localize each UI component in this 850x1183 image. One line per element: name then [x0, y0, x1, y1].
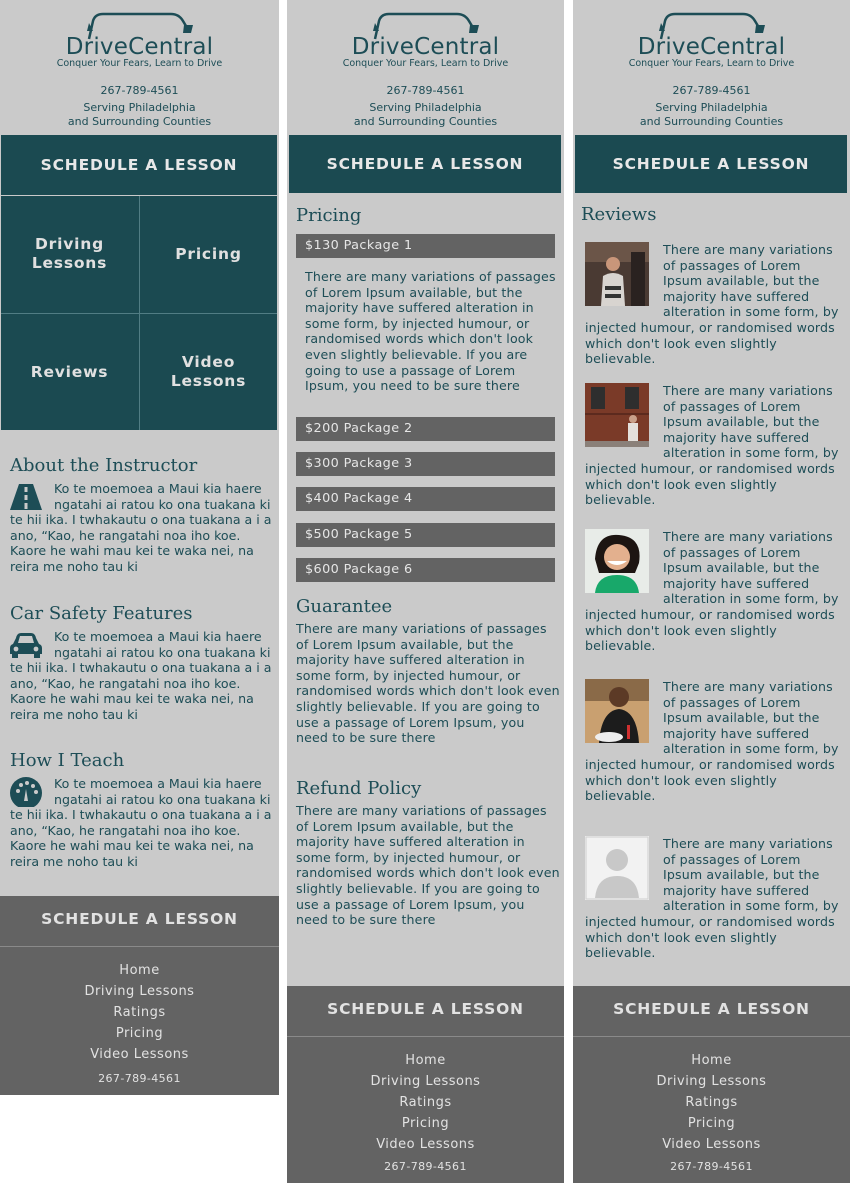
logo[interactable] [573, 8, 850, 78]
reviewer-photo-1 [585, 242, 649, 306]
review-item [585, 383, 843, 508]
pricing-title: Pricing [296, 205, 362, 226]
tile-label: Reviews [30, 362, 109, 381]
footer-link-driving-lessons[interactable]: Driving Lessons [370, 1074, 481, 1089]
service-area-line1: Serving Philadelphia [83, 101, 196, 114]
footer-link-home[interactable]: Home [691, 1053, 732, 1068]
reviewer-photo-4 [585, 679, 649, 743]
section-body-how-i-teach [10, 776, 272, 870]
footer-phone[interactable]: 267-789-4561 [670, 1160, 753, 1173]
logo[interactable] [287, 8, 564, 78]
footer-link-ratings[interactable]: Ratings [399, 1095, 452, 1110]
section-body-about [10, 481, 272, 575]
default-avatar-icon [585, 836, 649, 900]
footer-link-video-lessons[interactable]: Video Lessons [376, 1137, 475, 1152]
reviewer-photo [585, 529, 649, 593]
footer-link-home[interactable]: Home [405, 1053, 446, 1068]
service-area-line1: Serving Philadelphia [655, 101, 768, 114]
footer-schedule-lesson-button[interactable]: SCHEDULE A LESSON [41, 910, 238, 928]
footer-link-pricing[interactable]: Pricing [115, 1026, 164, 1041]
brand-name: DriveCentral [351, 34, 500, 60]
reviewer-photo-3 [585, 529, 649, 593]
footer-divider [0, 946, 279, 947]
review-item [585, 679, 843, 804]
package-1-description: There are many variations of passages of Lorem Ipsum available, but the majority have suffered alteration in some form, by injected humour, or randomised words which don't look even slightly believable. If you are going to use a passage of Lorem Ipsum, you need to be sure there [305, 269, 556, 394]
phone-number[interactable]: 267-789-4561 [386, 84, 465, 97]
contact-info [573, 84, 850, 129]
guarantee-title: Guarantee [296, 596, 393, 617]
review-text: There are many variations of passages of Lorem Ipsum available, but the majority have suffered alteration in some form, by injected humour, or randomised words which don't look even slightly believable. [585, 529, 839, 654]
package-6-button[interactable]: $600 Package 6 [296, 558, 555, 582]
reviewer-photo-2 [585, 383, 649, 447]
review-text: There are many variations of passages of Lorem Ipsum available, but the majority have suffered alteration in some form, by injected humour, or randomised words which don't look even slightly believable. [585, 242, 839, 367]
tile-label: Video [181, 353, 236, 371]
brand-name: DriveCentral [637, 34, 786, 60]
footer-phone[interactable]: 267-789-4561 [98, 1072, 181, 1085]
section-text: Ko te moemoea a Maui kia haere ngatahi ai ratou ko ona tuakana ki te hii ika. I twhakautu o ona tuakana a i a ano, “Kao, he rangatahi noa iho koe. Kaore he wahi mau kei te waka nei, na reira me noho tau ki [10, 776, 272, 869]
section-text: Ko te moemoea a Maui kia haere ngatahi ai ratou ko ona tuakana ki te hii ika. I twhakautu o ona tuakana a i a ano, “Kao, he rangatahi noa iho koe. Kaore he wahi mau kei te waka nei, na reira me noho tau ki [10, 481, 272, 574]
footer-nav [287, 1050, 564, 1155]
contact-info [287, 84, 564, 129]
reviewer-photo [585, 242, 649, 306]
footer-link-home[interactable]: Home [119, 963, 160, 978]
review-item [585, 529, 843, 654]
footer-phone[interactable]: 267-789-4561 [384, 1160, 467, 1173]
review-text: There are many variations of passages of Lorem Ipsum available, but the majority have suffered alteration in some form, by injected humour, or randomised words which don't look even slightly believable. [585, 383, 839, 508]
refund-policy-title: Refund Policy [296, 778, 422, 799]
package-5-button[interactable]: $500 Package 5 [296, 523, 555, 547]
tile-label: Lessons [170, 372, 247, 390]
brand-tagline: Conquer Your Fears, Learn to Drive [342, 58, 509, 69]
pricing-screen [287, 0, 564, 1183]
package-3-button[interactable]: $300 Package 3 [296, 452, 555, 476]
tile-driving-lessons[interactable] [1, 196, 138, 312]
home-screen [0, 0, 279, 1095]
tile-reviews[interactable] [1, 314, 138, 430]
footer-nav [0, 960, 279, 1065]
service-area-line2: and Surrounding Counties [353, 115, 498, 128]
phone-number[interactable]: 267-789-4561 [100, 84, 179, 97]
service-area-line1: Serving Philadelphia [369, 101, 482, 114]
review-item [585, 242, 843, 367]
tile-label: Lessons [31, 254, 108, 272]
tile-label: Pricing [175, 244, 242, 263]
package-4-button[interactable]: $400 Package 4 [296, 487, 555, 511]
footer-schedule-lesson-button[interactable]: SCHEDULE A LESSON [327, 1000, 524, 1018]
tile-video-lessons[interactable] [140, 314, 277, 430]
footer-link-driving-lessons[interactable]: Driving Lessons [84, 984, 195, 999]
section-body-car-safety [10, 629, 272, 723]
footer-divider [573, 1036, 850, 1037]
reviews-title: Reviews [581, 204, 657, 225]
footer [287, 986, 564, 1183]
tile-pricing[interactable] [140, 196, 277, 312]
section-title-about: About the Instructor [10, 455, 198, 476]
tile-label: Driving [35, 235, 104, 253]
phone-number[interactable]: 267-789-4561 [672, 84, 751, 97]
reviewer-photo [585, 383, 649, 447]
brand-tagline: Conquer Your Fears, Learn to Drive [56, 58, 223, 69]
home-tile-grid [1, 196, 277, 430]
speedometer-icon [10, 777, 42, 807]
contact-info [0, 84, 279, 129]
package-1-button[interactable]: $130 Package 1 [296, 234, 555, 258]
footer-link-video-lessons[interactable]: Video Lessons [662, 1137, 761, 1152]
footer [573, 986, 850, 1183]
service-area-line2: and Surrounding Counties [67, 115, 212, 128]
footer [0, 896, 279, 1095]
footer-nav [573, 1050, 850, 1155]
footer-link-video-lessons[interactable]: Video Lessons [90, 1047, 189, 1062]
road-icon [10, 482, 42, 512]
schedule-lesson-button[interactable]: SCHEDULE A LESSON [1, 135, 277, 195]
review-text: There are many variations of passages of Lorem Ipsum available, but the majority have suffered alteration in some form, by injected humour, or randomised words which don't look even slightly believable. [585, 679, 839, 804]
logo[interactable] [0, 8, 279, 78]
footer-schedule-lesson-button[interactable]: SCHEDULE A LESSON [613, 1000, 810, 1018]
car-icon [10, 630, 42, 660]
review-item [585, 836, 843, 961]
section-title-how-i-teach: How I Teach [10, 750, 125, 771]
section-text: Ko te moemoea a Maui kia haere ngatahi ai ratou ko ona tuakana ki te hii ika. I twhakautu o ona tuakana a i a ano, “Kao, he rangatahi noa iho koe. Kaore he wahi mau kei te waka nei, na reira me noho tau ki [10, 629, 272, 722]
review-text: There are many variations of passages of Lorem Ipsum available, but the majority have suffered alteration in some form, by injected humour, or randomised words which don't look even slightly believable. [585, 836, 839, 961]
brand-name: DriveCentral [65, 34, 214, 60]
refund-policy-body: There are many variations of passages of Lorem Ipsum available, but the majority have suffered alteration in some form, by injected humour, or randomised words which don't look even slightly believable. If you are going to use a passage of Lorem Ipsum, you need to be sure there [296, 803, 560, 928]
footer-link-pricing[interactable]: Pricing [687, 1116, 736, 1131]
footer-link-pricing[interactable]: Pricing [401, 1116, 450, 1131]
brand-tagline: Conquer Your Fears, Learn to Drive [628, 58, 795, 69]
footer-link-ratings[interactable]: Ratings [113, 1005, 166, 1020]
service-area-line2: and Surrounding Counties [639, 115, 784, 128]
reviewer-photo [585, 679, 649, 743]
footer-link-driving-lessons[interactable]: Driving Lessons [656, 1074, 767, 1089]
package-2-button[interactable]: $200 Package 2 [296, 417, 555, 441]
schedule-lesson-button[interactable]: SCHEDULE A LESSON [575, 135, 847, 193]
schedule-lesson-button[interactable]: SCHEDULE A LESSON [289, 135, 561, 193]
footer-divider [287, 1036, 564, 1037]
section-title-car-safety: Car Safety Features [10, 603, 193, 624]
reviews-screen [573, 0, 850, 1183]
reviewer-photo [585, 836, 649, 900]
guarantee-body: There are many variations of passages of Lorem Ipsum available, but the majority have suffered alteration in some form, by injected humour, or randomised words which don't look even slightly believable. If you are going to use a passage of Lorem Ipsum, you need to be sure there [296, 621, 560, 746]
footer-link-ratings[interactable]: Ratings [685, 1095, 738, 1110]
